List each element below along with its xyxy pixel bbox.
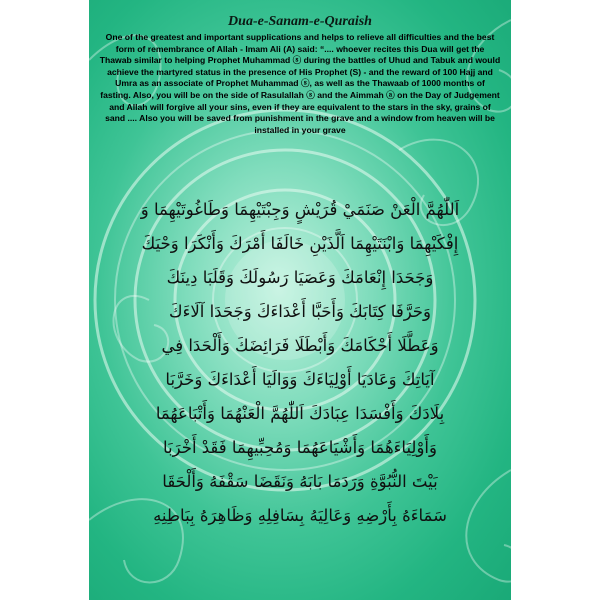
dua-page — [89, 0, 511, 600]
arabic-line: وَعَطَّلَا أَحْكَامَكَ وَأَبْطَلَا فَرَائِضَكَ وَأَلْحَدَا فِي — [161, 336, 439, 355]
arabic-line: بِلَادَكَ وَأَفْسَدَا عِبَادَكَ اَللّٰهُمَّ الْعَنْهُمَا وَأَتْبَاعَهُمَا — [155, 404, 445, 423]
arabic-line: بَيْتَ النُّبُوَّةِ وَرَدَمَا بَابَهُ وَنَقَضَا سَقْفَهُ وَأَلْحَقَا — [162, 472, 438, 491]
page-title: Dua-e-Sanam-e-Quraish — [228, 14, 372, 29]
arabic-line: إِفْكَيْهِمَا وَابْنَتَيْهِمَا اَلَّذَيْنِ خَالَفَا أَمْرَكَ وَأَنْكَرَا وَحْيَكَ — [141, 234, 459, 253]
arabic-line: وَأَوْلِيَاءَهُمَا وَأَشْيَاعَهُمَا وَمُحِبِّيهِمَا فَقَدْ أَخْرَبَا — [163, 438, 437, 457]
arabic-line: آيَاتِكَ وَعَادَيَا أَوْلِيَاءَكَ وَوَالَيَا أَعْدَاءَكَ وَخَرَّبَا — [165, 370, 435, 389]
arabic-line: اَللّٰهُمَّ الْعَنْ صَنَمَيْ قُرَيْشٍ وَجِبْتَيْهِمَا وَطَاغُوتَيْهِمَا وَ — [140, 200, 460, 219]
intro-paragraph: One of the greatest and important supplications and helps to relieve all difficulties and the best form of remembrance of Allah - Imam Ali (A) said: “.... whoever recites this Dua will get the Thawab similar to helping Prophet Muhammad ⓢ during the battles of Uhud and Tabuk and would achieve the martyred status in the presence of His Prophet (S) - and the reward of 100 Hajj and Umra as an associate of Prophet Muhammad ⓢ, as well as the Thawaab of 1000 months of fasting. Also, you will be on the side of Rasulallah ⓢ and the Aimmah ⓐ on the Day of Judgement and Allah will forgive all your sins, even if they are equivalent to the stars in the sky, grains of sand .... Also you will be saved from punishment in the grave and a window from heaven will be installed in your grave — [99, 32, 501, 135]
arabic-dua-text — [103, 193, 497, 533]
arabic-line: وَجَحَدَا إِنْعَامَكَ وَعَصَيَا رَسُولَكَ وَقَلَبَا دِينَكَ — [166, 268, 434, 287]
arabic-line: وَحَرَّفَا كِتَابَكَ وَأَحَبَّا أَعْدَاءَكَ وَجَحَدَا آلَاءَكَ — [169, 302, 431, 321]
arabic-line: سَمَاءَهُ بِأَرْضِهِ وَعَالِيَهُ بِسَافِلِهِ وَظَاهِرَهُ بِبَاطِنِهِ — [153, 506, 447, 525]
